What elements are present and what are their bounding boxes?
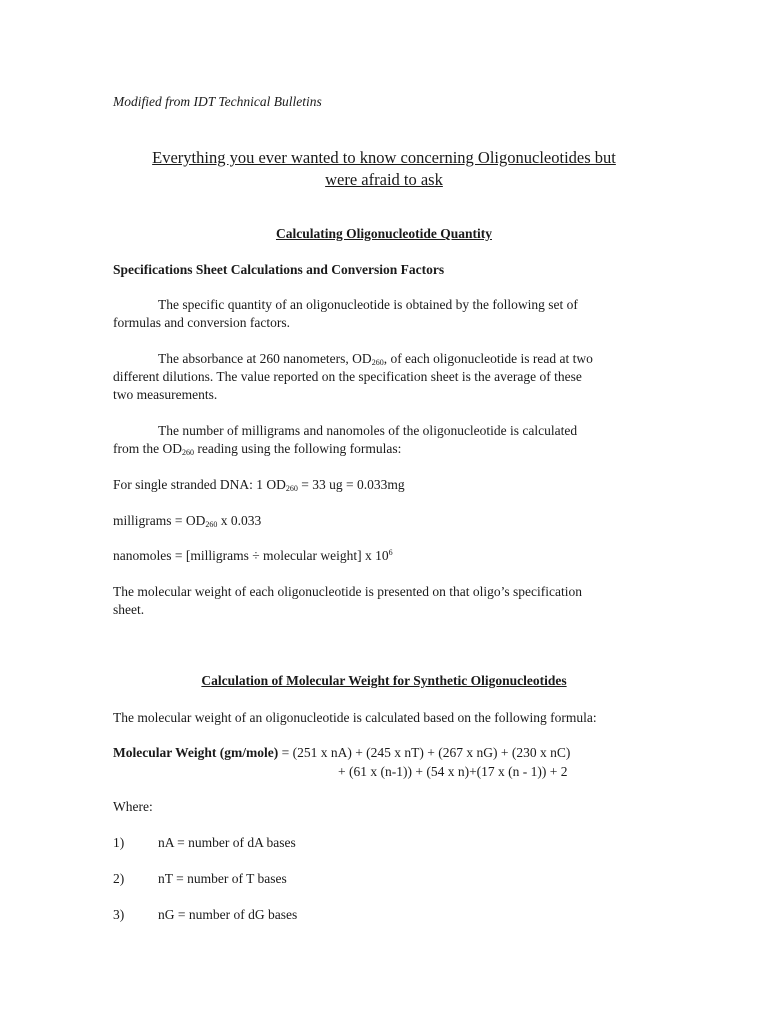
formula2-text-a: milligrams = OD [113, 513, 206, 528]
formula1-text-b: = 33 ug = 0.033mg [297, 477, 405, 492]
formula-single-stranded [113, 476, 405, 493]
mw-label: Molecular Weight (gm/mole) [113, 745, 279, 760]
para3-subscript: 260 [181, 448, 194, 457]
title-text-1: Everything you ever wanted to know concerning Oligonucleotides but [152, 148, 616, 167]
mw-formula-text-1: = (251 x nA) + (245 x nT) + (267 x nG) + (230 x nC) [278, 745, 571, 760]
formula3-superscript: 6 [388, 548, 393, 557]
para2-text-b: , of each oligonucleotide is read at two [383, 351, 593, 366]
formula-nanomoles [113, 547, 393, 564]
formula1-text-a: For single stranded DNA: 1 OD [113, 477, 286, 492]
paragraph-2-line-2: different dilutions. The value reported on the specification sheet is the average of these [113, 369, 582, 384]
paragraph-3-line-2 [113, 440, 401, 457]
paragraph-4-line-2: sheet. [113, 602, 145, 617]
title-text-2: were afraid to ask [325, 170, 443, 189]
document-title-line-2 [90, 169, 678, 191]
document-title-line-1 [90, 147, 678, 169]
formula2-subscript: 260 [205, 520, 218, 529]
source-note: Modified from IDT Technical Bulletins [113, 94, 322, 109]
list-item-number: 3) [113, 907, 125, 922]
formula-milligrams [113, 512, 261, 529]
paragraph-4-line-1: The molecular weight of each oligonucleotide is presented on that oligo’s specification [113, 584, 582, 599]
para2-text-a: The absorbance at 260 nanometers, OD [158, 351, 372, 366]
paragraph-2-line-1 [158, 350, 593, 367]
paragraph-3-line-1: The number of milligrams and nanomoles of the oligonucleotide is calculated [158, 423, 578, 438]
section-heading-quantity: Calculating Oligonucleotide Quantity [275, 226, 492, 241]
formula2-text-b: x 0.033 [217, 513, 262, 528]
para3-text-b: reading using the following formulas: [193, 441, 402, 456]
formula1-subscript: 260 [285, 484, 298, 493]
where-label: Where: [113, 799, 153, 814]
list-item-text: nA = number of dA bases [158, 835, 296, 850]
subheading-spec-sheet: Specifications Sheet Calculations and Conversion Factors [113, 262, 445, 277]
mw-formula-line-2: + (61 x (n-1)) + (54 x n)+(17 x (n - 1)) + 2 [338, 764, 568, 779]
section-heading-molecular-weight: Calculation of Molecular Weight for Synthetic Oligonucleotides [201, 673, 567, 688]
list-item-text: nT = number of T bases [158, 871, 287, 886]
paragraph-1-line-1: The specific quantity of an oligonucleotide is obtained by the following set of [158, 297, 578, 312]
mw-formula-line-1 [113, 744, 570, 761]
paragraph-1-line-2: formulas and conversion factors. [113, 315, 290, 330]
mw-intro: The molecular weight of an oligonucleotide is calculated based on the following formula: [113, 710, 597, 725]
formula3-text-a: nanomoles = [milligrams ÷ molecular weight] x 10 [113, 548, 389, 563]
list-item-number: 1) [113, 835, 125, 850]
para3-text-a: from the OD [113, 441, 182, 456]
para2-subscript: 260 [371, 358, 384, 367]
paragraph-2-line-3: two measurements. [113, 387, 218, 402]
list-item-text: nG = number of dG bases [158, 907, 298, 922]
list-item-number: 2) [113, 871, 125, 886]
